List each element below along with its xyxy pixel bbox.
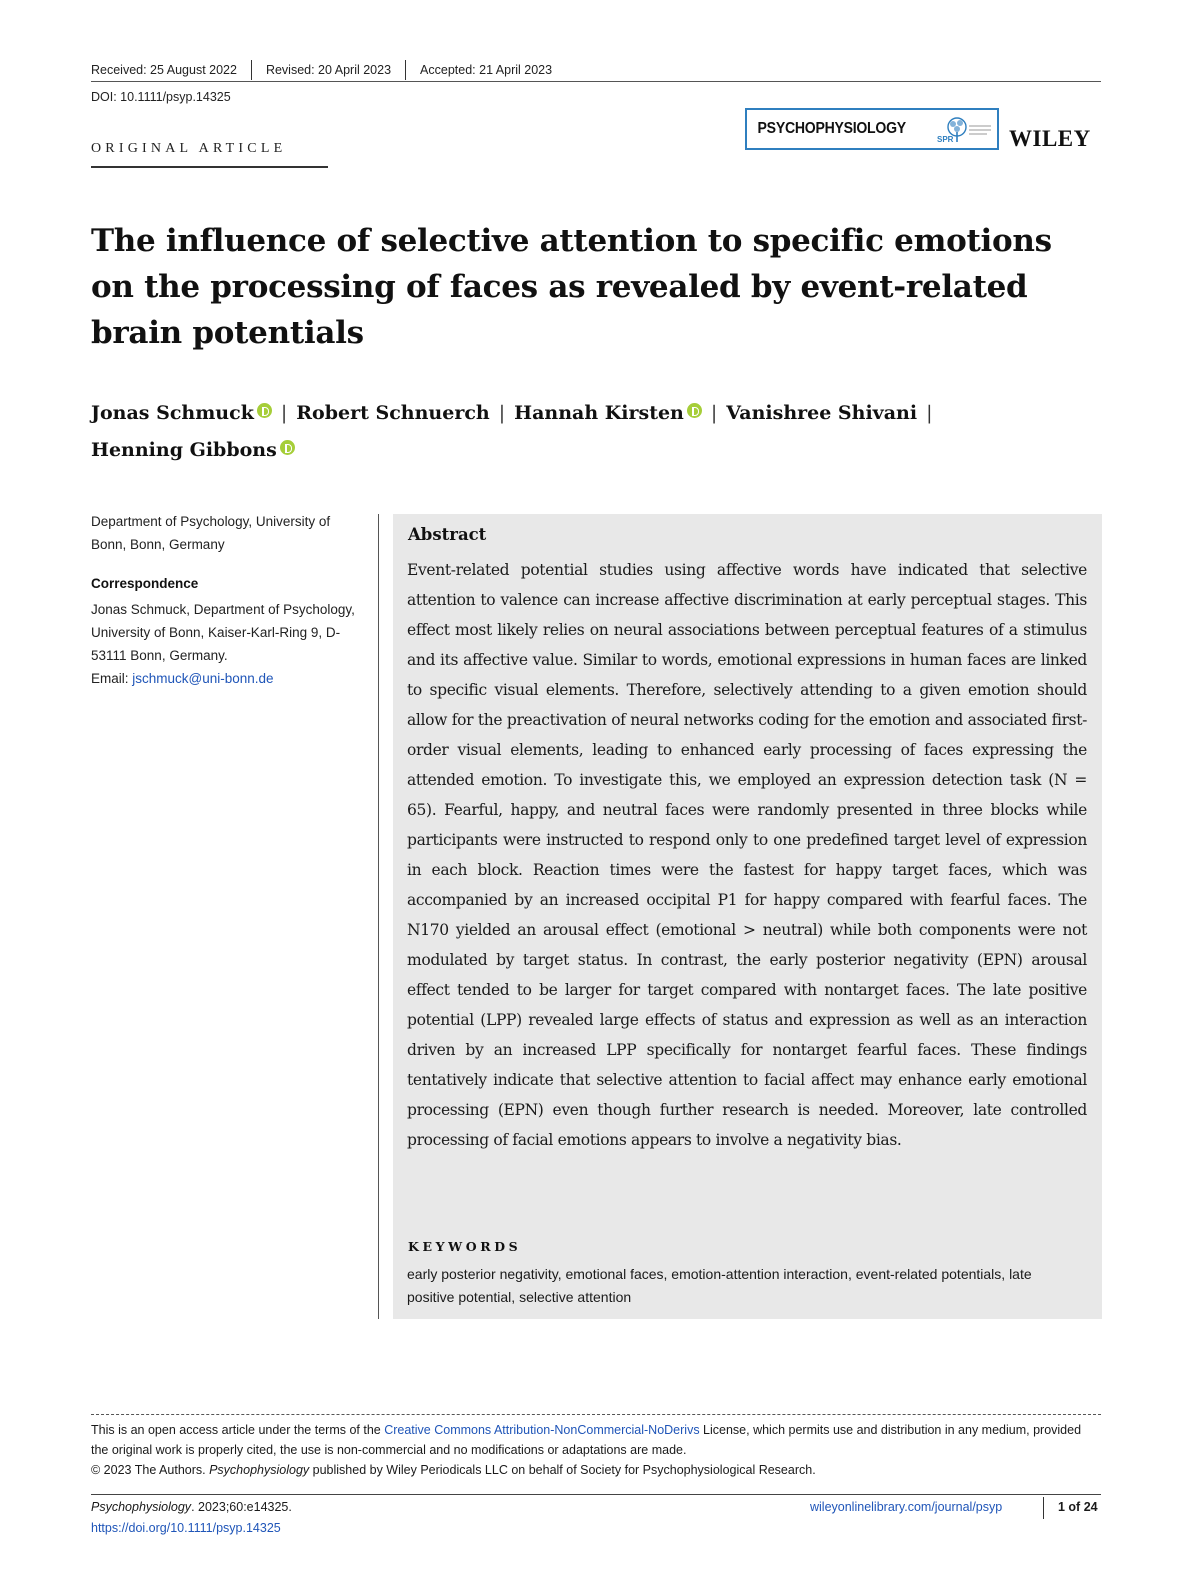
license-text: This is an open access article under the terms of the — [91, 1423, 385, 1437]
copyright-text: published by Wiley Periodicals LLC on behalf of Society for Psychophysiological Research. — [309, 1463, 816, 1477]
keywords-text: early posterior negativity, emotional faces, emotion-attention interaction, event-related potentials, late positive potential, selective attention — [407, 1266, 1032, 1305]
correspondence — [91, 598, 366, 690]
footer-rule — [91, 1494, 1101, 1495]
email-link[interactable]: jschmuck@uni-bonn.de — [132, 671, 274, 686]
author-name[interactable]: Vanishree Shivani — [726, 402, 918, 424]
article-title: The influence of selective attention to specific emotions on the processing of faces as revealed by event-related brain potentials — [91, 223, 1052, 351]
orcid-icon[interactable] — [257, 403, 272, 418]
received-date: Received: 25 August 2022 — [91, 63, 237, 77]
spr-badge: SPR — [937, 135, 954, 144]
header-rule — [91, 81, 1101, 82]
author-separator: | — [710, 402, 718, 424]
affiliation: Department of Psychology, University of Bonn, Bonn, Germany — [91, 514, 331, 552]
orcid-icon[interactable] — [687, 403, 702, 418]
citation-line — [91, 1500, 292, 1514]
article-type-underline — [91, 166, 328, 168]
correspondence-text: Jonas Schmuck, Department of Psychology, University of Bonn, Kaiser-Karl-Ring 9, D-53111 Bonn, Germany. — [91, 602, 355, 663]
history-divider — [251, 60, 252, 80]
correspondence-heading: Correspondence — [91, 576, 199, 591]
email-label: Email: — [91, 671, 133, 686]
doi[interactable]: DOI: 10.1111/psyp.14325 — [91, 90, 231, 104]
page-number: 1 of 24 — [1058, 1500, 1098, 1514]
author-name[interactable]: Hannah Kirsten — [514, 402, 684, 424]
journal-logo-text: PSYCHOPHYSIOLOGY — [757, 120, 906, 137]
footer-citation: . 2023;60:e14325. — [191, 1500, 292, 1514]
article-type: ORIGINAL ARTICLE — [91, 141, 287, 156]
author-name[interactable]: Jonas Schmuck — [91, 402, 254, 424]
doi-link[interactable]: https://doi.org/10.1111/psyp.14325 — [91, 1521, 281, 1535]
author-separator: | — [498, 402, 506, 424]
abstract-heading: Abstract — [408, 525, 487, 544]
revised-date: Revised: 20 April 2023 — [265, 63, 392, 77]
author-separator: | — [280, 402, 288, 424]
orcid-icon[interactable] — [280, 440, 295, 455]
footer-divider — [1043, 1497, 1044, 1519]
journal-site-link[interactable]: wileyonlinelibrary.com/journal/psyp — [810, 1500, 1003, 1514]
author-separator: | — [926, 402, 933, 424]
publisher-logo[interactable]: WILEY — [1009, 126, 1091, 151]
history-divider — [405, 60, 406, 80]
author-name[interactable]: Robert Schnuerch — [296, 402, 490, 424]
footer-journal: Psychophysiology — [91, 1500, 192, 1514]
abstract-text: Event-related potential studies using affective words have indicated that selective attention to valence can increase affective discrimination at early perceptual stages. This effect most likely relies on neural associations between perceptual features of a stimulus and its affective value. Similar to words, emotional expressions in human faces are linked to specific visual elements. Therefore, selectively attending to a given emotion should allow for the preactivation of neural networks coding for the emotion and associated first-order visual elements, leading to enhanced early processing of faces expressing the attended emotion. To investigate this, we employed an expression detection task (N = 65). Fearful, happy, and neutral faces were randomly presented in three blocks while participants were instructed to respond only to one predefined target level of expression in each block. Reaction times were the fastest for happy target faces, which was accompanied by an increased occipital P1 for happy compared with fearful faces. The N170 yielded an arousal effect (emotional > neutral) while both components were not modulated by target status. In contrast, the early posterior negativity (EPN) arousal effect tended to be larger for target compared with nontarget faces. The late positive potential (LPP) revealed large effects of status and expression as well as an interaction driven by an increased LPP specifically for nontarget fearful faces. These findings tentatively indicate that selective attention to facial affect may enhance early emotional processing (EPN) even though further research is needed. Moreover, late controlled processing of facial emotions appears to involve a negativity bias. — [407, 561, 1087, 1149]
journal-logo[interactable] — [745, 108, 999, 150]
license-text: License, which permits use and distribution in any medium, provided the original work is properly cited, the use is non-commercial and no modifications or adaptations are made. — [91, 1423, 1082, 1457]
footnote-divider — [91, 1414, 1101, 1415]
copyright-text: © 2023 The Authors. — [91, 1463, 210, 1477]
spr-tree-icon — [933, 114, 993, 146]
copyright-journal: Psychophysiology — [209, 1463, 310, 1477]
license-note — [91, 1420, 1101, 1480]
article-history — [91, 60, 1101, 80]
author-list — [91, 395, 1101, 469]
column-divider — [378, 514, 379, 1319]
license-link[interactable]: Creative Commons Attribution-NonCommercial-NoDerivs — [384, 1423, 700, 1437]
keywords-heading: KEYWORDS — [408, 1239, 522, 1254]
author-name[interactable]: Henning Gibbons — [91, 439, 277, 461]
accepted-date: Accepted: 21 April 2023 — [420, 63, 553, 77]
